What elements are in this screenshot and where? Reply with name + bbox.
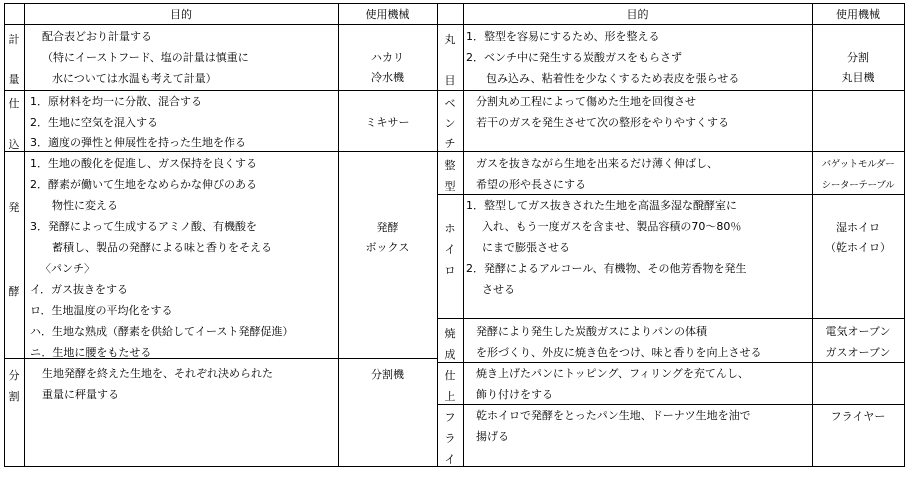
- purpose-line: 入れ、もう一度ガスを含ませ、製品容積の70～80％: [482, 220, 742, 233]
- purpose-line: イ．ガス抜きをする: [30, 283, 129, 296]
- process-label: 発: [8, 201, 20, 214]
- machine-name: ミキサー: [365, 116, 410, 129]
- purpose-line: 配合表どおり計量する: [42, 30, 152, 43]
- process-label: ラ: [444, 432, 456, 445]
- purpose-line: 飾り付けをする: [476, 388, 553, 401]
- process-label: 目: [444, 74, 456, 87]
- process-label: 割: [8, 390, 20, 403]
- purpose-line: 発酵により発生した炭酸ガスによりパンの体積: [476, 325, 707, 338]
- purpose-line: ニ．生地に腰をもたせる: [30, 346, 152, 359]
- process-label: チ: [444, 137, 456, 150]
- left-row-sep-1: [4, 90, 438, 91]
- right-process-divider: [463, 3, 464, 467]
- purpose-line: （特にイーストフード、塩の計量は慎重に: [42, 51, 249, 64]
- purpose-line: 2．ベンチ中に発生する炭酸ガスをもらさず: [466, 51, 682, 64]
- machine-name: 冷水機: [371, 71, 404, 84]
- process-label: イ: [444, 243, 456, 256]
- purpose-line: させる: [482, 283, 515, 296]
- purpose-line: 物性に変える: [52, 199, 118, 212]
- purpose-line: 分割丸め工程によって傷めた生地を回復させ: [476, 95, 696, 108]
- machine-name: ハカリ: [371, 51, 404, 64]
- purpose-line: 3．適度の弾性と伸展性を持った生地を作る: [30, 136, 246, 149]
- process-label: 焼: [444, 327, 456, 340]
- table-left-border: [4, 3, 5, 467]
- process-label: ロ: [444, 264, 456, 277]
- purpose-line: 1．整型を容易にするため、形を整える: [466, 30, 660, 43]
- process-label: ン: [444, 117, 456, 130]
- machine-name: フライヤー: [830, 410, 886, 423]
- purpose-line: 1．原材料を均一に分散、混合する: [30, 95, 202, 108]
- purpose-line: ロ．生地温度の平均化をする: [30, 304, 173, 317]
- purpose-line: 2．発酵によるアルコール、有機物、その他芳香物を発生: [466, 262, 747, 275]
- purpose-line: 希望の形や長さにする: [476, 178, 586, 191]
- header-left-purpose: 目的: [170, 8, 192, 21]
- process-label: 込: [8, 138, 20, 151]
- machine-name: 分割: [847, 51, 869, 64]
- machine-name: バゲットモルダー: [821, 159, 895, 170]
- process-label: 仕: [8, 97, 20, 110]
- machine-name: ガスオーブン: [825, 346, 891, 359]
- process-label: 整: [444, 159, 456, 172]
- purpose-line: ガスを抜きながら生地を出来るだけ薄く伸ばし、: [476, 157, 718, 170]
- purpose-line: ハ．生地な熟成（酵素を供給してイースト発酵促進）: [30, 325, 294, 338]
- process-label: 酵: [8, 285, 20, 298]
- purpose-line: 2．生地に空気を混入する: [30, 116, 158, 129]
- purpose-line: 乾ホイロで発酵をとったパン生地、ドーナツ生地を油で: [476, 409, 751, 422]
- header-right-machine: 使用機械: [836, 8, 880, 21]
- purpose-line: 1．生地の酸化を促進し、ガス保持を良くする: [30, 157, 257, 170]
- table-top-border: [4, 3, 904, 4]
- purpose-line: 若干のガスを発生させて次の整形をやりやすくする: [476, 116, 729, 129]
- purpose-line: にまで膨張させる: [482, 241, 570, 254]
- purpose-line: 3．発酵によって生成するアミノ酸、有機酸を: [30, 220, 257, 233]
- right-row-sep-6: [437, 404, 904, 405]
- purpose-line: 揚げる: [476, 430, 509, 443]
- purpose-line: 1．整型してガス抜きされた生地を高温多湿な醗酵室に: [466, 199, 737, 212]
- process-label: 仕: [444, 369, 456, 382]
- right-row-sep-1: [437, 90, 904, 91]
- process-label: フ: [444, 411, 456, 424]
- header-bottom-border: [4, 24, 904, 25]
- header-right-purpose: 目的: [626, 8, 649, 21]
- center-divider: [437, 3, 438, 467]
- header-left-machine: 使用機械: [365, 8, 410, 21]
- process-label: ベ: [444, 97, 456, 110]
- process-label: ホ: [444, 222, 456, 235]
- right-row-sep-4: [437, 318, 904, 319]
- process-label: 分: [8, 369, 20, 382]
- purpose-line: 包み込み、粘着性を少なくするため表皮を張らせる: [486, 72, 740, 85]
- table-right-border: [904, 3, 905, 467]
- purpose-line: 焼き上げたパンにトッピング、フィリングを充てんし、: [476, 367, 749, 380]
- left-row-sep-2: [4, 151, 438, 152]
- process-label: 型: [444, 180, 456, 193]
- purpose-line: 水については水温も考えて計量）: [52, 72, 217, 85]
- purpose-line: を形づくり、外皮に焼き色をつけ、味と香りを向上させる: [476, 346, 762, 359]
- machine-name: （乾ホイロ）: [825, 241, 891, 254]
- process-label: 上: [444, 390, 456, 403]
- process-label: 計: [8, 33, 20, 46]
- process-label: 量: [8, 73, 20, 86]
- machine-name: 発酵: [376, 221, 399, 234]
- left-process-divider: [24, 3, 25, 467]
- purpose-line: 重量に秤量する: [42, 388, 119, 401]
- right-row-sep-5: [437, 362, 904, 363]
- machine-name: 丸目機: [841, 71, 875, 84]
- machine-name: 電気オーブン: [825, 325, 891, 338]
- right-row-sep-2: [437, 151, 904, 152]
- machine-name: シーターテーブル: [821, 180, 895, 191]
- purpose-line: 2．酵素が働いて生地をなめらかな伸びのある: [30, 178, 257, 191]
- machine-name: 湿ホイロ: [836, 221, 880, 234]
- right-row-sep-3: [437, 194, 904, 195]
- machine-name: ボックス: [365, 241, 410, 254]
- process-label: イ: [444, 453, 456, 466]
- purpose-line: 生地発酵を終えた生地を、それぞれ決められた: [42, 367, 273, 380]
- purpose-line: 蓄積し、製品の発酵による味と香りをそえる: [52, 241, 272, 254]
- process-label: 成: [444, 348, 456, 361]
- machine-name: 分割機: [371, 368, 404, 381]
- process-label: 丸: [444, 33, 456, 46]
- purpose-line: 〈パンチ〉: [40, 262, 95, 275]
